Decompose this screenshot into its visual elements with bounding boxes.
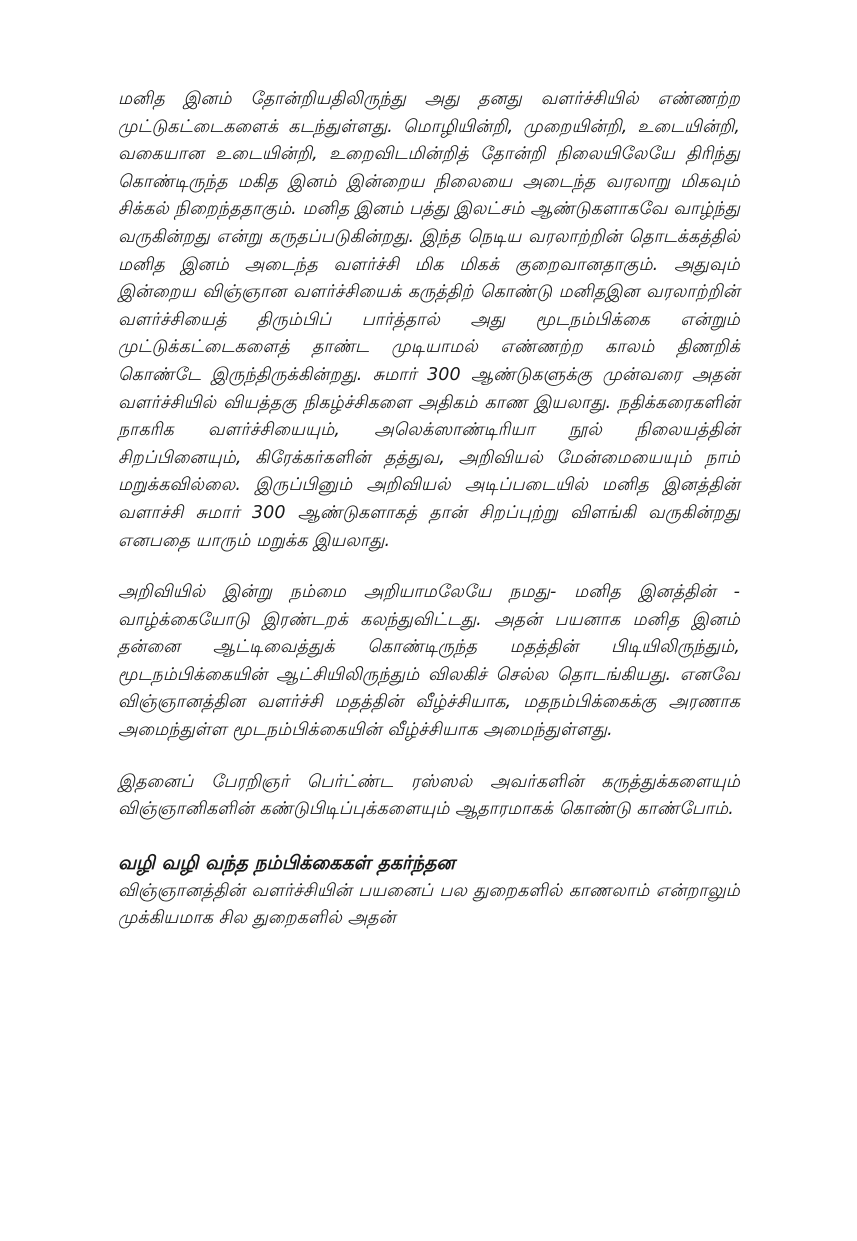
- paragraph-1: மனித இனம் தோன்றியதிலிருந்து அது தனது வளர்ச்சியில் எண்ணற்ற முட்டுகட்டைகளைக் கடந்துள்ளது. மொழியின்றி, முறையின்றி, உடையின்றி, வகையான உடையின்றி, உறைவிடமின்றித் தோன்றி நிலையிலேயே திரிந்து கொண்டிருந்த மகித இனம் இன்றைய நிலையை அடைந்த வரலாறு மிகவும் சிக்கல் நிறைந்ததாகும். மனித இனம் பத்து இலட்சம் ஆண்டுகளாகவே வாழ்ந்து வருகின்றது என்று கருதப்படுகின்றது. இந்த நெடிய வரலாற்றின் தொடக்கத்தில் மனித இனம் அடைந்த வளர்ச்சி மிக மிகக் குறைவானதாகும். அதுவும் இன்றைய விஞ்ஞான வளர்ச்சியைக் கருத்திற் கொண்டு மனிதஇன வரலாற்றின் வளர்ச்சியைத் திரும்பிப் பார்த்தால் அது மூடநம்பிக்கை என்றும் முட்டுக்கட்டைகளைத் தாண்ட முடியாமல் எண்ணற்ற காலம் திணறிக் கொண்டே இருந்திருக்கின்றது. சுமார் 300 ஆண்டுகளுக்கு முன்வரை அதன் வளர்ச்சியில் வியத்தகு நிகழ்ச்சிகளை அதிகம் காண இயலாது. நதிக்கரைகளின் நாகரிக வளர்ச்சியையும், அலெக்ஸாண்டிரியா நூல் நிலையத்தின் சிறப்பினையும், கிரேக்கர்களின் தத்துவ, அறிவியல் மேன்மையையும் நாம் மறுக்கவில்லை. இருப்பினும் அறிவியல் அடிப்படையில் மனித இனத்தின் வளாச்சி சுமார் 300 ஆண்டுகளாகத் தான் சிறப்புற்று விளங்கி வருகின்றது எனபதை யாரும் மறுக்க இயலாது.: [118, 89, 740, 551]
- paragraph-spacer: [118, 824, 740, 848]
- paragraph-spacer: [118, 555, 740, 579]
- paragraph-spacer: [118, 745, 740, 769]
- paragraph-2: அறிவியில் இன்று நம்மை அறியாமலேயே நமது- மனித இனத்தின் - வாழ்க்கையோடு இரண்டறக் கலந்துவிட்டது. அதன் பயனாக மனித இனம் தன்னை ஆட்டிவைத்துக் கொண்டிருந்த மதத்தின் பிடியிலிருந்தும், மூடநம்பிக்கையின் ஆட்சியிலிருந்தும் விலகிச் செல்ல தொடங்கியது. எனவே விஞ்ஞானத்தின வளர்ச்சி மதத்தின் வீழ்ச்சியாக, மதநம்பிக்கைக்கு அரணாக அமைந்துள்ள மூடநம்பிக்கையின் வீழ்ச்சியாக அமைந்துள்ளது.: [118, 582, 740, 741]
- paragraph-4: விஞ்ஞானத்தின் வளர்ச்சியின் பயனைப் பல துறைகளில் காணலாம் என்றாலும் முக்கியமாக சில துறைகளில் அதன்: [118, 880, 740, 929]
- section-heading: வழி வழி வந்த நம்பிக்கைகள் தகர்ந்தன: [118, 851, 455, 874]
- document-page: [118, 86, 740, 933]
- paragraph-3: இதனைப் பேரறிஞர் பெர்ட்ண்ட ரஸ்ஸல் அவர்களின் கருத்துக்களையும் விஞ்ஞானிகளின் கண்டுபிடிப்புக்களையும் ஆதாரமாகக் கொண்டு காண்போம்.: [118, 771, 740, 820]
